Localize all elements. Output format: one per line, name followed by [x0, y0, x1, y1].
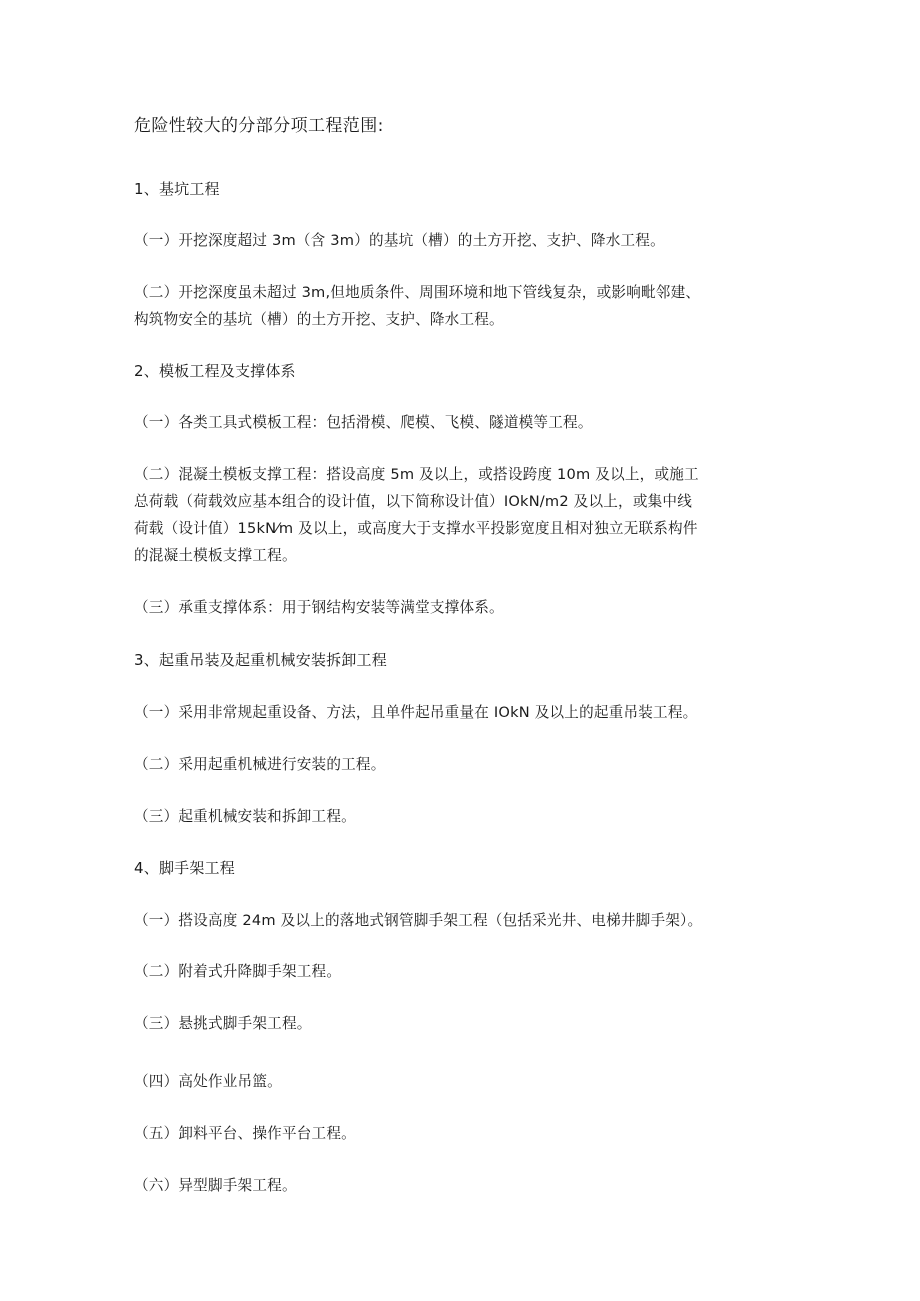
- section-3-item-1: （一）采用非常规起重设备、方法，且单件起吊重量在 IOkN 及以上的起重吊装工程。: [134, 704, 698, 721]
- section-4-item-6: （六）异型脚手架工程。: [134, 1177, 297, 1194]
- section-4-item-2: （二）附着式升降脚手架工程。: [134, 963, 342, 980]
- section-heading-3: 3、起重吊装及起重机械安装拆卸工程: [134, 651, 387, 669]
- section-heading-1: 1、基坑工程: [134, 180, 220, 198]
- section-2-item-2-line-1: （二）混凝土模板支撑工程：搭设高度 5m 及以上，或搭设跨度 10m 及以上，或施工: [134, 466, 699, 483]
- section-1-item-2-line-2: 构筑物安全的基坑（槽）的土方开挖、支护、降水工程。: [134, 311, 504, 328]
- section-3-item-3: （三）起重机械安装和拆卸工程。: [134, 808, 356, 825]
- section-1-item-2-line-1: （二）开挖深度虽未超过 3m,但地质条件、周围环境和地下管线复杂，或影响毗邻建、: [134, 284, 701, 301]
- section-3-item-2: （二）采用起重机械进行安装的工程。: [134, 756, 386, 773]
- document-title: 危险性较大的分部分项工程范围:: [134, 116, 384, 136]
- section-heading-4: 4、脚手架工程: [134, 859, 235, 877]
- section-2-item-2-line-4: 的混凝土模板支撑工程。: [134, 547, 297, 564]
- section-heading-2: 2、模板工程及支撑体系: [134, 362, 296, 380]
- section-2-item-1: （一）各类工具式模板工程：包括滑模、爬模、飞模、隧道模等工程。: [134, 414, 593, 431]
- section-4-item-3: （三）悬挑式脚手架工程。: [134, 1015, 312, 1032]
- section-4-item-4: （四）高处作业吊篮。: [134, 1073, 282, 1090]
- section-4-item-5: （五）卸料平台、操作平台工程。: [134, 1125, 356, 1142]
- section-2-item-2-line-2: 总荷载（荷载效应基本组合的设计值，以下简称设计值）IOkN/m2 及以上，或集中线: [134, 493, 693, 510]
- section-1-item-1: （一）开挖深度超过 3m（含 3m）的基坑（槽）的土方开挖、支护、降水工程。: [134, 232, 665, 249]
- section-2-item-2-line-3: 荷载（设计值）15kN⁄m 及以上，或高度大于支撑水平投影宽度且相对独立无联系构件: [134, 520, 698, 537]
- section-2-item-3: （三）承重支撑体系：用于钢结构安装等满堂支撑体系。: [134, 599, 504, 616]
- section-4-item-1: （一）搭设高度 24m 及以上的落地式钢管脚手架工程（包括采光井、电梯井脚手架）。: [134, 912, 703, 929]
